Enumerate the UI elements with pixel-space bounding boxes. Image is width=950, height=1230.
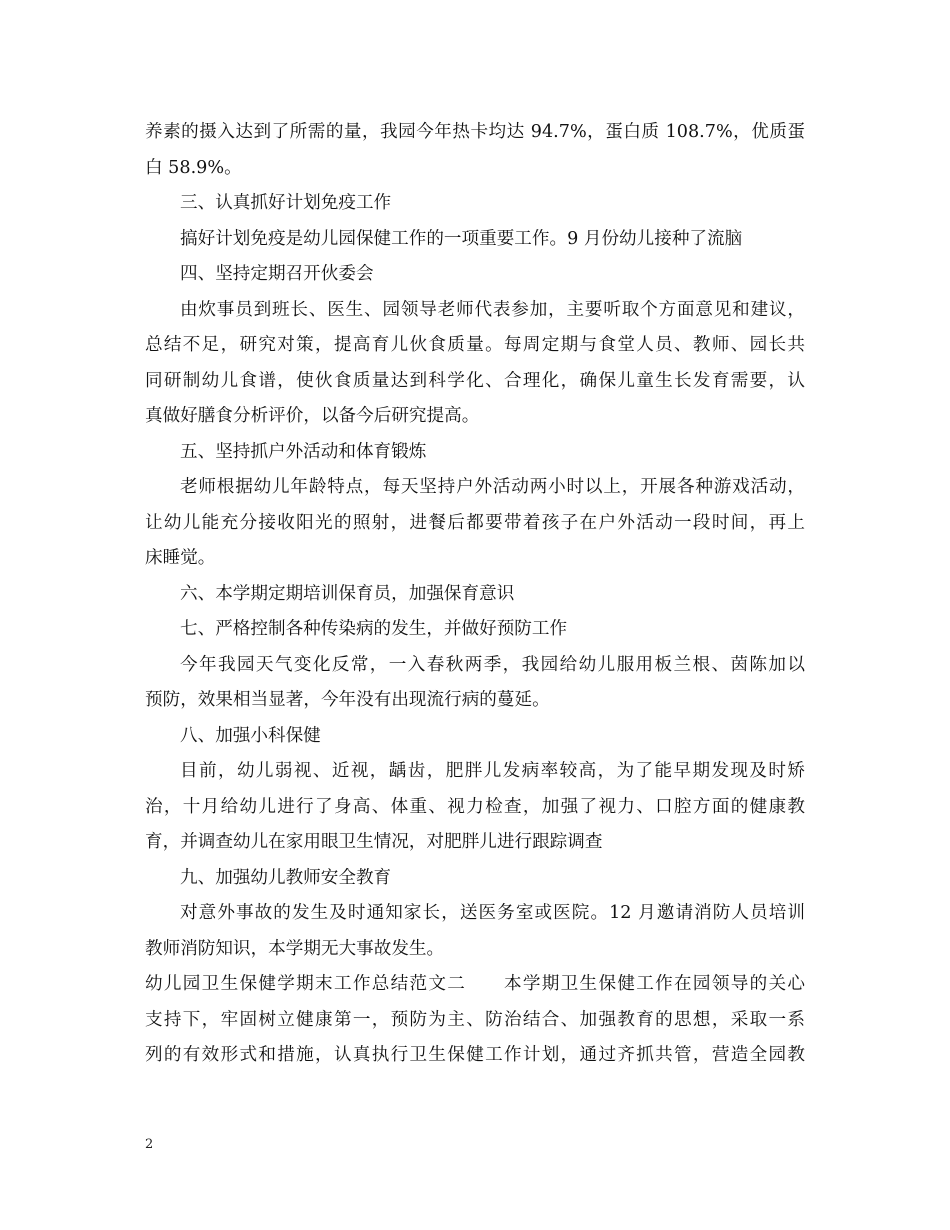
text-line: 预防，效果相当显著，今年没有出现流行病的蔓延。 — [145, 690, 550, 710]
text-line: 教师消防知识，本学期无大事故发生。 — [145, 938, 445, 959]
section-heading: 五、坚持抓户外活动和体育锻炼 — [180, 441, 427, 462]
text-line: 搞好计划免疫是幼儿园保健工作的一项重要工作。9 月份幼儿接种了流脑 — [180, 228, 743, 249]
text-line: 白 58.9%。 — [145, 157, 242, 178]
section-heading: 四、坚持定期召开伙委会 — [180, 264, 374, 284]
text-line: 对意外事故的发生及时通知家长，送医务室或医院。12 月邀请消防人员培训 — [180, 903, 805, 923]
text-line: 养素的摄入达到了所需的量，我园今年热卡均达 94.7%，蛋白质 108.7%，优质蛋 — [145, 122, 805, 142]
text-line: 由炊事员到班长、医生、园领导老师代表参加，主要听取个方面意见和建议， — [180, 299, 805, 320]
text-line: 同研制幼儿食谱，使伙食质量达到科学化、合理化，确保儿童生长发育需要，认 — [145, 370, 805, 391]
text-line: 治，十月给幼儿进行了身高、体重、视力检查，加强了视力、口腔方面的健康教 — [145, 796, 805, 817]
section-heading: 三、认真抓好计划免疫工作 — [180, 193, 392, 213]
text-line: 育，并调查幼儿在家用眼卫生情况，对肥胖儿进行跟踪调查 — [145, 832, 603, 852]
text-line: 幼儿园卫生保健学期末工作总结范文二 本学期卫生保健工作在园领导的关心 — [145, 974, 805, 994]
text-line: 床睡觉。 — [145, 548, 216, 568]
section-heading: 六、本学期定期培训保育员，加强保育意识 — [180, 583, 515, 604]
text-line: 目前，幼儿弱视、近视，龋齿，肥胖儿发病率较高，为了能早期发现及时矫 — [180, 761, 805, 781]
document-body — [145, 115, 805, 1074]
text-line: 今年我园天气变化反常，一入春秋两季，我园给幼儿服用板兰根、茵陈加以 — [180, 654, 805, 675]
page-number: 2 — [145, 1137, 154, 1152]
section-heading: 八、加强小科保健 — [180, 725, 321, 746]
text-line: 让幼儿能充分接收阳光的照射，进餐后都要带着孩子在户外活动一段时间，再上 — [145, 512, 805, 533]
section-heading: 七、严格控制各种传染病的发生，并做好预防工作 — [180, 619, 568, 639]
text-line: 老师根据幼儿年龄特点，每天坚持户外活动两小时以上，开展各种游戏活动， — [180, 477, 805, 497]
section-heading: 九、加强幼儿教师安全教育 — [180, 867, 392, 888]
text-line: 支持下，牢固树立健康第一，预防为主、防治结合、加强教育的思想，采取一系 — [145, 1009, 805, 1030]
text-line: 总结不足，研究对策，提高育儿伙食质量。每周定期与食堂人员、教师、园长共 — [145, 335, 805, 355]
text-line: 真做好膳食分析评价，以备今后研究提高。 — [145, 406, 480, 426]
text-line: 列的有效形式和措施，认真执行卫生保健工作计划，通过齐抓共管，营造全园教 — [145, 1045, 805, 1065]
